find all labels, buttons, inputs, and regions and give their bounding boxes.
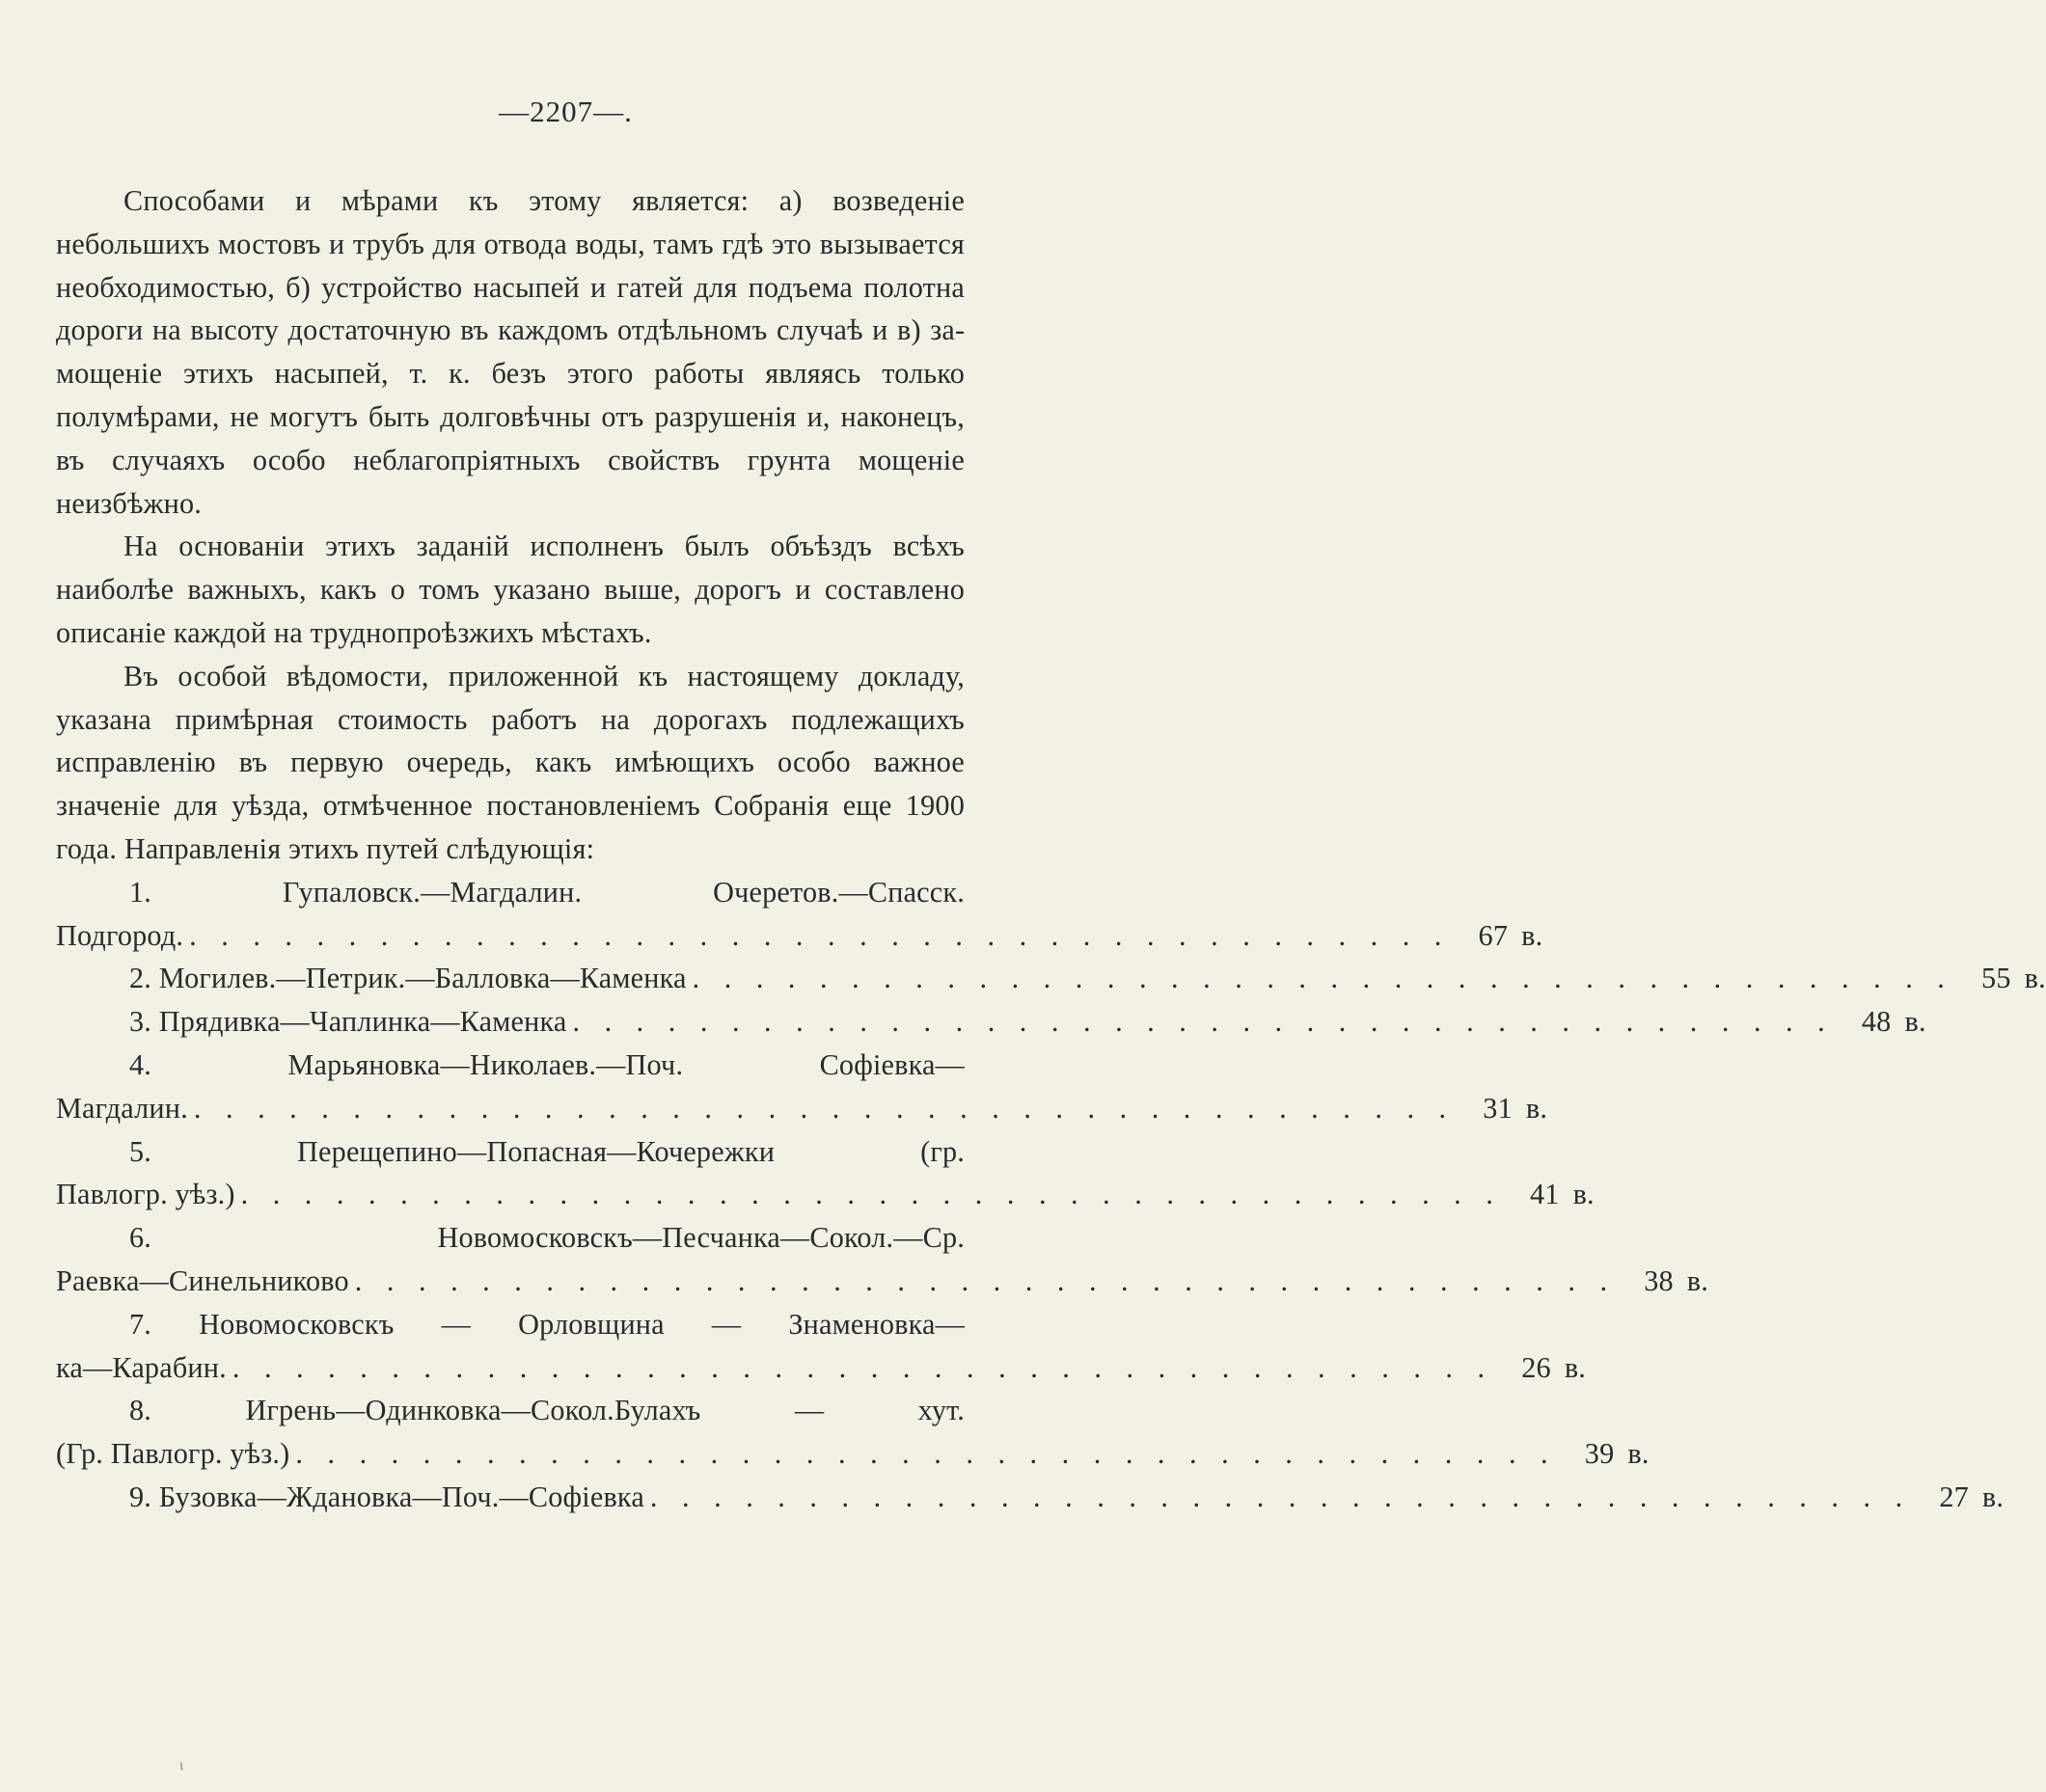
leader-dots: . . . . . . . . . . . . . . . . . . . . . . . . . . . . . . . . . . . . . . . .	[240, 1178, 1502, 1211]
distance-unit: в.	[1572, 1178, 1595, 1211]
route-end-label: 3. Прядивка—Чаплинка—Каменка	[129, 1005, 567, 1039]
distance-unit: в.	[1686, 1263, 1708, 1297]
route-end-label: 2. Могилев.—Петрик.—Балловка—Каменка	[129, 962, 687, 995]
paragraph-3: Въ особой вѣдомости, приложенной къ настоящему докладу, указана примѣрная стоимость работъ на дорогахъ подлежащихъ исправленію въ первую очередь, какъ имѣющихъ особо важное значеніе для уѣзда, отмѣченное постановленіемъ Собранія еще 1900 года. Направленія этихъ путей слѣдующія:	[56, 659, 965, 865]
distance-value: 48	[1861, 1005, 1892, 1039]
route-distance	[1921, 1476, 2004, 1519]
route-end-label: Магдалин.	[56, 1091, 188, 1125]
route-item	[56, 1303, 1587, 1390]
distance-unit: в.	[1564, 1350, 1587, 1384]
route-tail	[56, 1260, 1708, 1303]
leader-dots: . . . . . . . . . . . . . . . . . . . . . . . . . . . . . . . . . . . . . . . .	[572, 1005, 1834, 1039]
route-end-label: Раевка—Синельниково	[56, 1263, 349, 1297]
route-item	[56, 1130, 1595, 1217]
paragraph-1: Способами и мѣрами къ этому является: а) возведеніе небольшихъ мостовъ и трубъ для отвода воды, тамъ гдѣ это вызывается необходимостью, б) устройство насыпей и гатей для подъема полотна дороги на высоту достаточную въ каждомъ отдѣльномъ случаѣ и в) замощеніе этихъ насыпей, т. к. безъ этого работы являясь только полумѣрами, не могутъ быть долговѣчны отъ разрушенія и, наконецъ, въ случаяхъ особо неблагопріятныхъ свойствъ грунта мощеніе неизбѣжно.	[56, 184, 965, 520]
route-distance	[1625, 1260, 1708, 1303]
route-item	[56, 1000, 1926, 1044]
distance-value: 38	[1644, 1263, 1674, 1297]
route-distance	[1503, 1346, 1586, 1390]
distance-unit: в.	[1521, 918, 1543, 952]
route-end-label: 9. Бузовка—Ждановка—Поч.—Софіевка	[129, 1480, 644, 1513]
distance-value: 27	[1939, 1480, 1969, 1513]
route-tail	[56, 957, 2046, 1000]
route-distance	[1459, 914, 1542, 958]
route-list	[56, 871, 2046, 1519]
leader-dots: . . . . . . . . . . . . . . . . . . . . . . . . . . . . . . . . . . . . . . . .	[649, 1480, 1912, 1513]
route-distance	[1567, 1432, 1650, 1476]
route-distance	[1512, 1173, 1595, 1216]
leader-dots: . . . . . . . . . . . . . . . . . . . . . . . . . . . . . . . . . . . . . . . .	[193, 1091, 1456, 1125]
route-item	[56, 871, 1543, 958]
distance-unit: в.	[1627, 1437, 1650, 1471]
route-tail	[56, 1476, 2005, 1519]
route-tail	[56, 1173, 1595, 1216]
paragraph-2: На основанiи этихъ заданій исполненъ былъ объѣздъ всѣхъ наиболѣе важныхъ, какъ о томъ указано выше, дорогъ и составлено описаніе каждой на труднопроѣзжихъ мѣстахъ.	[56, 529, 965, 649]
distance-value: 67	[1478, 918, 1509, 952]
route-item	[56, 1476, 2005, 1519]
leader-dots: . . . . . . . . . . . . . . . . . . . . . . . . . . . . . . . . . . . . . . . .	[232, 1350, 1494, 1384]
route-head: 6. Новомосковскъ—Песчанка—Сокол.—Ср.	[129, 1221, 965, 1255]
route-tail	[56, 1346, 1587, 1390]
route-head: 5. Перещепино—Попасная—Кочережки (гр.	[129, 1134, 965, 1168]
route-head: 7. Новомосковскъ — Орловщина — Знаменовка—	[129, 1307, 965, 1341]
body-text	[56, 179, 2046, 1519]
route-distance	[1843, 1000, 1926, 1044]
route-item	[56, 1044, 1548, 1130]
route-tail	[56, 1000, 1926, 1044]
route-end-label: Павлогр. уѣз.)	[56, 1178, 235, 1211]
route-end-label: ка—Карабин.	[56, 1350, 227, 1384]
route-tail	[56, 914, 1543, 958]
route-tail	[56, 1432, 1650, 1476]
route-item	[56, 1389, 1650, 1476]
stray-mark: ι	[179, 1757, 184, 1774]
distance-value: 55	[1981, 962, 2011, 995]
page-number: —2207—.	[499, 95, 633, 128]
distance-value: 39	[1584, 1437, 1615, 1471]
distance-unit: в.	[1904, 1005, 1926, 1039]
route-head: 4. Марьяновка—Николаев.—Поч. Софіевка—	[129, 1047, 965, 1081]
route-item	[56, 957, 2046, 1000]
distance-value: 26	[1521, 1350, 1551, 1384]
route-head: 8. Игрень—Одинковка—Сокол.Булахъ — хут.	[129, 1394, 965, 1427]
route-tail	[56, 1087, 1548, 1130]
route-end-label: Подгород.	[56, 918, 184, 952]
route-end-label: (Гр. Павлогр. уѣз.)	[56, 1437, 290, 1471]
distance-unit: в.	[1525, 1091, 1548, 1125]
leader-dots: . . . . . . . . . . . . . . . . . . . . . . . . . . . . . . . . . . . . . . . .	[692, 962, 1953, 995]
route-distance	[1963, 957, 2046, 1000]
distance-unit: в.	[2024, 962, 2046, 995]
distance-value: 31	[1483, 1091, 1513, 1125]
leader-dots: . . . . . . . . . . . . . . . . . . . . . . . . . . . . . . . . . . . . . . . .	[354, 1263, 1616, 1297]
route-item	[56, 1216, 1708, 1303]
route-head: 1. Гупаловск.—Магдалин. Очеретов.—Спасск.	[129, 875, 965, 909]
leader-dots: . . . . . . . . . . . . . . . . . . . . . . . . . . . . . . . . . . . . . . . .	[295, 1437, 1557, 1471]
distance-unit: в.	[1981, 1480, 2005, 1513]
leader-dots: . . . . . . . . . . . . . . . . . . . . . . . . . . . . . . . . . . . . . . . .	[189, 918, 1451, 952]
distance-value: 41	[1530, 1178, 1560, 1211]
route-distance	[1464, 1087, 1547, 1130]
